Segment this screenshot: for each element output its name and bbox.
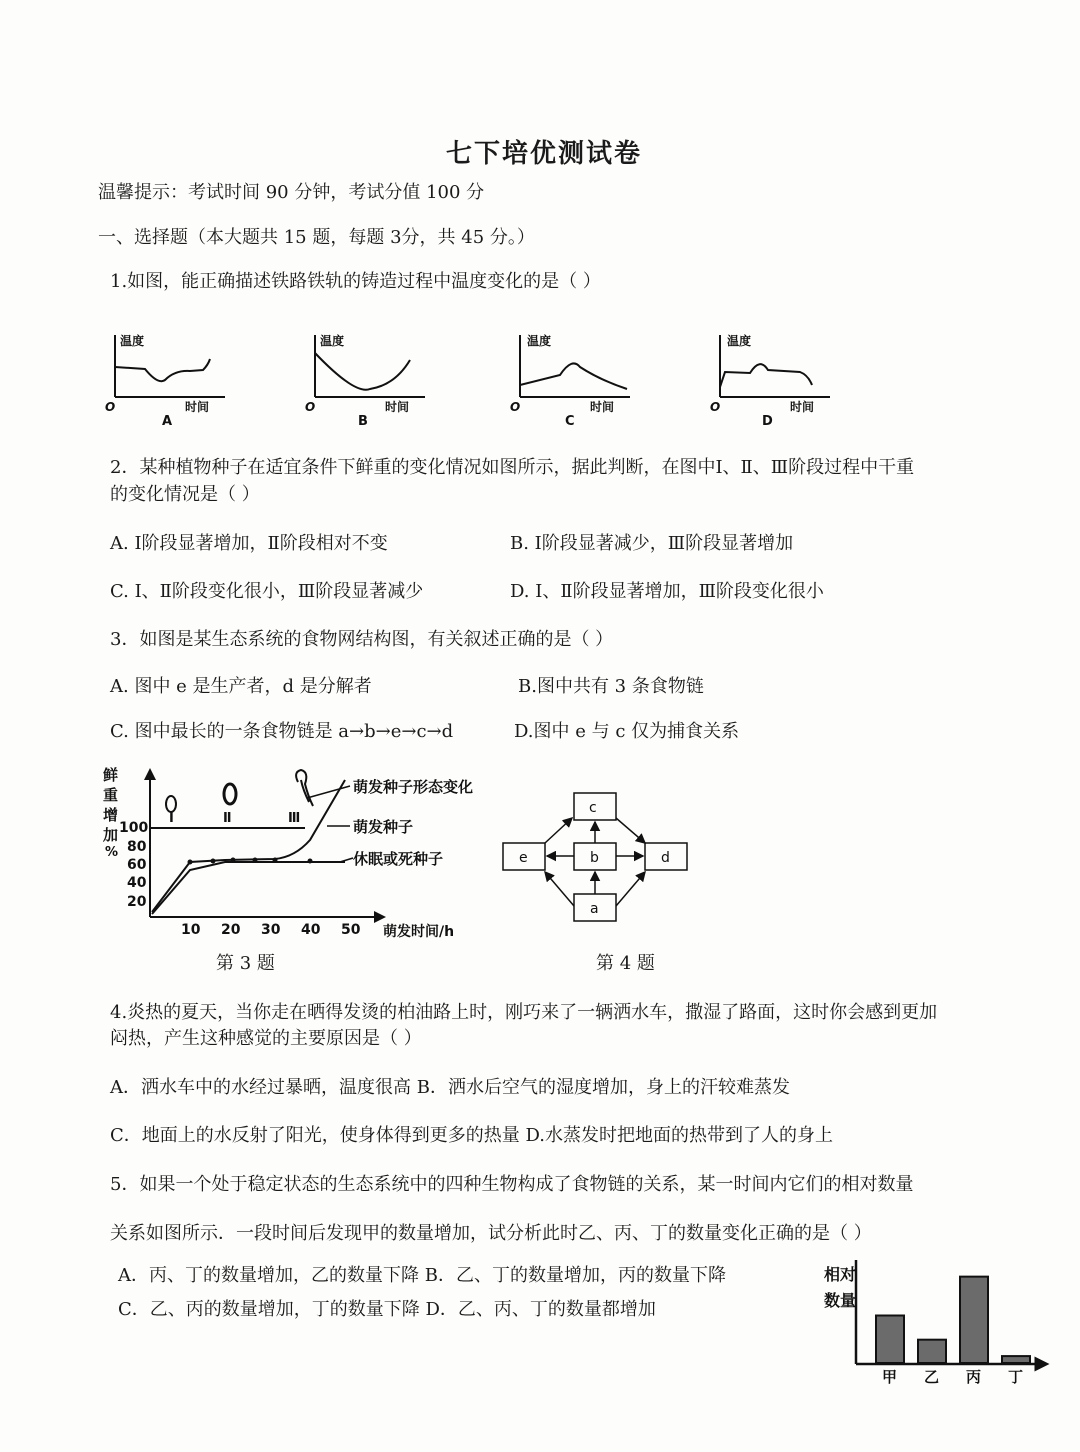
q3-option-b: B.图中共有 3 条食物链 <box>518 676 704 697</box>
fig3-caption: 第 3 题 <box>216 953 275 974</box>
category-label-丁: 丁 <box>1008 1368 1024 1386</box>
node-b-label: b <box>590 850 599 866</box>
node-d-label: d <box>661 850 670 866</box>
q1-c-ylabel: 温度 <box>527 334 552 348</box>
q5-bar-chart <box>820 1252 1055 1387</box>
seed-stage2-icon <box>224 784 236 804</box>
fig3-xtick-40: 40 <box>301 922 321 938</box>
fig3-ytick-40: 40 <box>127 875 147 891</box>
fig3-ytick-60: 60 <box>127 857 147 873</box>
fig3-ylabel-4: % <box>105 845 119 860</box>
node-a-label: a <box>590 901 599 917</box>
q1-graph-c <box>510 333 630 429</box>
q1-graph-d <box>710 333 830 429</box>
q1-d-xlabel: 时间 <box>790 400 815 414</box>
fig3-xtick-20: 20 <box>221 922 241 938</box>
q2-option-d: D. Ⅰ、Ⅱ阶段显著增加，Ⅲ阶段变化很小 <box>510 581 824 602</box>
fig3-legend-morph: 萌发种子形态变化 <box>353 778 474 796</box>
fig3-stage-2: Ⅱ <box>223 811 232 826</box>
q5-options-ab: A．丙、丁的数量增加，乙的数量下降 B．乙、丁的数量增加，丙的数量下降 <box>118 1265 726 1286</box>
q3-stem: 3．如图是某生态系统的食物网结构图，有关叙述正确的是（ ） <box>110 629 614 650</box>
exam-tip: 温馨提示：考试时间 90 分钟，考试分值 100 分 <box>98 182 485 203</box>
fig3-ytick-20: 20 <box>127 894 147 910</box>
fig3-ylabel-3: 加 <box>103 826 119 844</box>
q1-a-origin: O <box>105 400 116 414</box>
fig3-xtick-10: 10 <box>181 922 201 938</box>
fig3-xtick-30: 30 <box>261 922 281 938</box>
fig3-legend-germinating: 萌发种子 <box>353 818 414 836</box>
q1-b-xlabel: 时间 <box>385 400 410 414</box>
q5-options-cd: C．乙、丙的数量增加，丁的数量下降 D．乙、丙、丁的数量都增加 <box>118 1299 656 1320</box>
q1-d-ylabel: 温度 <box>727 334 752 348</box>
seed-stage1-icon <box>166 796 176 812</box>
fig3-xtick-50: 50 <box>341 922 361 938</box>
q4-options-ab: A．洒水车中的水经过暴晒，温度很高 B．洒水后空气的湿度增加，身上的汗较难蒸发 <box>110 1077 790 1098</box>
category-label-甲: 甲 <box>882 1368 898 1386</box>
fig4-food-web <box>500 788 700 928</box>
q4-options-cd: C．地面上的水反射了阳光，使身体得到更多的热量 D.水蒸发时把地面的热带到了人的身上 <box>110 1125 834 1146</box>
category-label-丙: 丙 <box>966 1368 982 1386</box>
page-title: 七下培优测试卷 <box>446 139 643 169</box>
q5-stem-line1: 5．如果一个处于稳定状态的生态系统中的四种生物构成了食物链的关系，某一时间内它们的相对数量 <box>110 1174 914 1195</box>
q1-a-xlabel: 时间 <box>185 400 210 414</box>
q1-c-xlabel: 时间 <box>590 400 615 414</box>
q1-a-ylabel: 温度 <box>120 334 145 348</box>
q1-b-origin: O <box>305 400 316 414</box>
fig3-seed-graph <box>95 762 495 942</box>
fig3-legend-dormant: 休眠或死种子 <box>353 850 444 868</box>
fig3-stage-3: Ⅲ <box>288 811 301 826</box>
category-label-乙: 乙 <box>924 1368 940 1386</box>
q3-option-d: D.图中 e 与 c 仅为捕食关系 <box>514 721 740 742</box>
q1-graphs <box>100 325 840 430</box>
q1-b-ylabel: 温度 <box>320 334 345 348</box>
y-axis-label-part: 相对 <box>824 1265 857 1284</box>
q1-a-label: A <box>162 414 173 429</box>
fig3-ylabel-0: 鲜 <box>103 766 119 784</box>
fig3-ytick-80: 80 <box>127 839 147 855</box>
q2-stem-line1: 2．某种植物种子在适宜条件下鲜重的变化情况如图所示，据此判断，在图中Ⅰ、Ⅱ、Ⅲ阶段过程中干重 <box>110 457 915 478</box>
q2-option-a: A. Ⅰ阶段显著增加，Ⅱ阶段相对不变 <box>110 533 388 554</box>
y-axis-label-part: 数量 <box>824 1291 857 1310</box>
q1-graph-a <box>105 333 225 429</box>
q5-stem-line2: 关系如图所示．一段时间后发现甲的数量增加，试分析此时乙、丙、丁的数量变化正确的是（ ） <box>110 1223 872 1244</box>
q1-graph-b <box>305 333 425 429</box>
q1-c-label: C <box>565 414 575 429</box>
q1-c-origin: O <box>510 400 521 414</box>
section-heading: 一、选择题（本大题共 15 题，每题 3分，共 45 分。） <box>98 227 535 248</box>
seed-stage3-icon <box>296 770 313 806</box>
q1-d-origin: O <box>710 400 721 414</box>
fig4-caption: 第 4 题 <box>596 953 655 974</box>
q1-stem: 1.如图，能正确描述铁路铁轨的铸造过程中温度变化的是（ ） <box>110 271 601 292</box>
q3-option-a: A. 图中 e 是生产者，d 是分解者 <box>110 676 372 697</box>
q1-b-label: B <box>358 414 368 429</box>
fig3-ylabel-1: 重 <box>103 786 119 804</box>
node-c-label: c <box>589 800 597 816</box>
node-e-label: e <box>519 850 528 866</box>
bar-丙 <box>960 1277 988 1363</box>
fig3-ytick-100: 100 <box>119 820 149 836</box>
bar-乙 <box>918 1340 946 1363</box>
q1-d-label: D <box>762 414 773 429</box>
q2-option-c: C. Ⅰ、Ⅱ阶段变化很小，Ⅲ阶段显著减少 <box>110 581 424 602</box>
bar-丁 <box>1002 1356 1030 1363</box>
q4-stem-line1: 4.炎热的夏天，当你走在晒得发烫的柏油路上时，刚巧来了一辆洒水车，撒湿了路面，这时你会感到更加 <box>110 1002 938 1023</box>
q2-stem-line2: 的变化情况是（ ） <box>110 484 260 505</box>
q4-stem-line2: 闷热，产生这种感觉的主要原因是（ ） <box>110 1028 422 1049</box>
fig3-ylabel-2: 增 <box>103 806 119 824</box>
q3-option-c: C. 图中最长的一条食物链是 a→b→e→c→d <box>110 721 454 742</box>
bar-甲 <box>876 1316 904 1364</box>
fig3-xlabel: 萌发时间/h <box>383 924 455 940</box>
q2-option-b: B. Ⅰ阶段显著减少，Ⅲ阶段显著增加 <box>510 533 794 554</box>
fig3-stage-1: Ⅰ <box>169 811 174 826</box>
